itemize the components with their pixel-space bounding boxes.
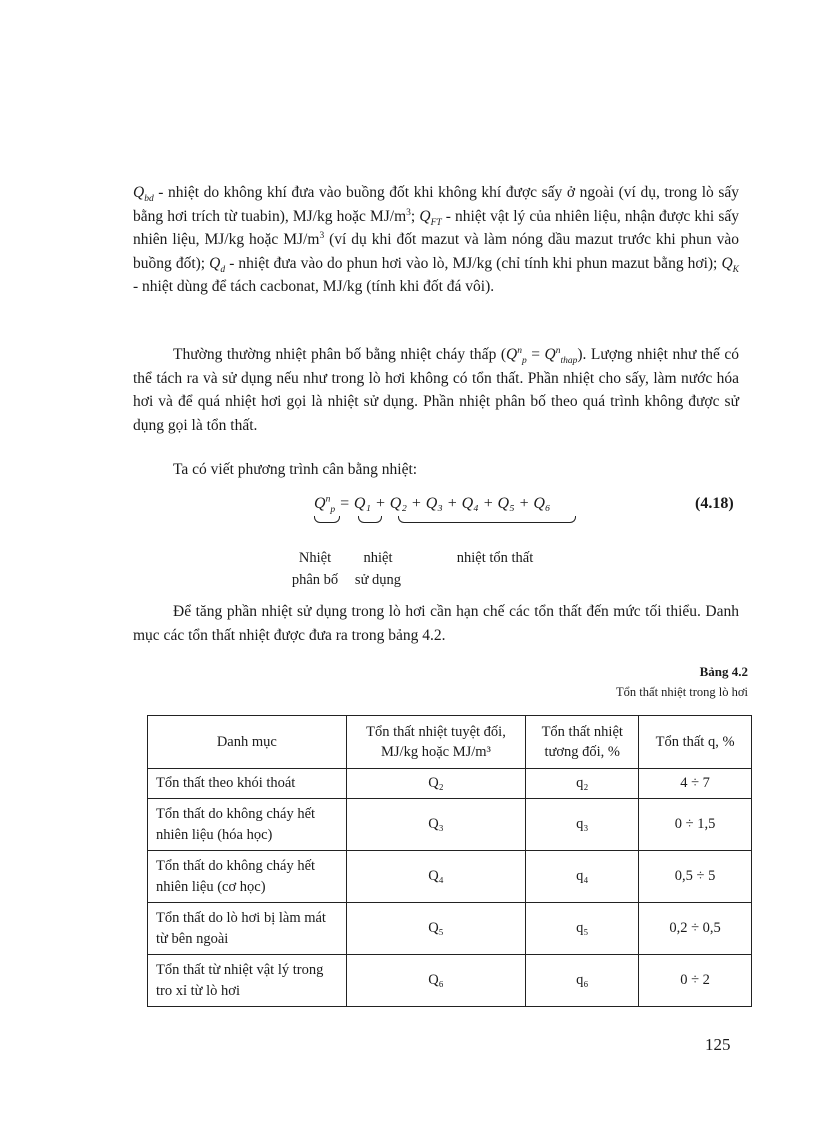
header-relative-loss: Tổn thất nhiệt tương đối, % — [526, 716, 639, 769]
table-row — [148, 851, 752, 903]
cell-category: Tổn thất từ nhiệt vật lý trong tro xỉ từ lò hơi — [148, 955, 347, 1007]
cell-range: 0,5 ÷ 5 — [639, 851, 752, 903]
symbol-q-k: $Q_K$ — [721, 254, 739, 275]
equation-number: (4.18) — [695, 495, 734, 512]
paragraph-heat-distribution: Thường thường nhiệt phân bố bằng nhiệt cháy thấp $(Q^n_p = Q^n_{thap})$. Lượng nhiệt như thế có thể tách ra và sử dụng nếu như trong lò hơi không có tổn thất. Phần nhiệt cho sấy, làm nước hóa hơi và để quá nhiệt hơi gọi là nhiệt sử dụng. Phần nhiệt phân bố theo quá trình không được sử dụng gọi là tổn thất. — [133, 345, 739, 434]
label-used-heat: nhiệt sử dụng — [354, 550, 402, 588]
cell-relative: q₃ — [526, 799, 639, 851]
header-category: Danh mục — [148, 716, 347, 769]
table-title: Tổn thất nhiệt trong lò hơi — [616, 685, 748, 699]
table-row — [148, 799, 752, 851]
symbol-q-ft: $Q_{FT}$ — [419, 207, 442, 228]
cell-category: Tổn thất do không cháy hết nhiên liệu (hóa học) — [148, 799, 347, 851]
cell-range: 0 ÷ 1,5 — [639, 799, 752, 851]
table-header-row — [148, 716, 752, 769]
heat-balance-equation: $Q^n_p = Q_1 + Q_2 + Q_3 + Q_4 + Q_5 + Q_6$ — [314, 494, 551, 516]
cell-range: 0,2 ÷ 0,5 — [639, 903, 752, 955]
table-row — [148, 903, 752, 955]
brace-losses — [398, 516, 576, 523]
cell-absolute: Q₂ — [346, 769, 526, 799]
cell-category: Tổn thất do lò hơi bị làm mát từ bên ngoài — [148, 903, 347, 955]
cell-absolute: Q₆ — [346, 955, 526, 1007]
table-row — [148, 769, 752, 799]
table-row — [148, 955, 752, 1007]
header-absolute-loss: Tổn thất nhiệt tuyệt đối, MJ/kg hoặc MJ/m³ — [346, 716, 526, 769]
brace-available — [314, 516, 340, 523]
symbol-q-bd: $Q_{bd}$ — [133, 184, 154, 205]
cell-absolute: Q₅ — [346, 903, 526, 955]
page-number: 125 — [705, 1035, 731, 1054]
cell-range: 4 ÷ 7 — [639, 769, 752, 799]
cell-absolute: Q₃ — [346, 799, 526, 851]
brace-used — [358, 516, 382, 523]
cell-relative: q₆ — [526, 955, 639, 1007]
cell-relative: q₄ — [526, 851, 639, 903]
cell-range: 0 ÷ 2 — [639, 955, 752, 1007]
label-heat-losses: nhiệt tổn thất — [456, 550, 534, 566]
cell-relative: q₂ — [526, 769, 639, 799]
cell-category: Tổn thất do không cháy hết nhiên liệu (cơ học) — [148, 851, 347, 903]
label-available-heat: Nhiệt phân bố — [291, 550, 339, 588]
paragraph-minimize-losses: Để tăng phần nhiệt sử dụng trong lò hơi cần hạn chế các tổn thất đến mức tối thiểu. Danh mục các tổn thất nhiệt được đưa ra trong bảng 4.2. — [133, 603, 739, 644]
paragraph-heat-sources: $Q_{bd}$ - nhiệt do không khí đưa vào buồng đốt khi không khí được sấy ở ngoài (ví dụ, trong lò sấy bằng hơi trích từ tuabin), MJ/kg hoặc $MJ/m^3$; $Q_{FT}$ - nhiệt vật lý của nhiên liệu, nhận được khi sấy nhiên liệu, MJ/kg hoặc $MJ/m^3$ (ví dụ khi đốt mazut và làm nóng dầu mazut trước khi phun vào buồng đốt); $Q_d$ - nhiệt đưa vào do phun hơi vào lò, MJ/kg (chỉ tính khi phun mazut bằng hơi); $Q_K$ - nhiệt dùng để tách cacbonat, MJ/kg (tính khi đốt đá vôi). — [133, 184, 739, 295]
heat-loss-table — [147, 715, 752, 1007]
cell-relative: q₅ — [526, 903, 639, 955]
header-loss-q: Tổn thất q, % — [639, 716, 752, 769]
cell-absolute: Q₄ — [346, 851, 526, 903]
cell-category: Tổn thất theo khói thoát — [148, 769, 347, 799]
symbol-q-d: $Q_d$ — [209, 254, 226, 275]
table-number: Bảng 4.2 — [699, 664, 748, 679]
paragraph-balance-intro: Ta có viết phương trình cân bằng nhiệt: — [173, 461, 418, 478]
